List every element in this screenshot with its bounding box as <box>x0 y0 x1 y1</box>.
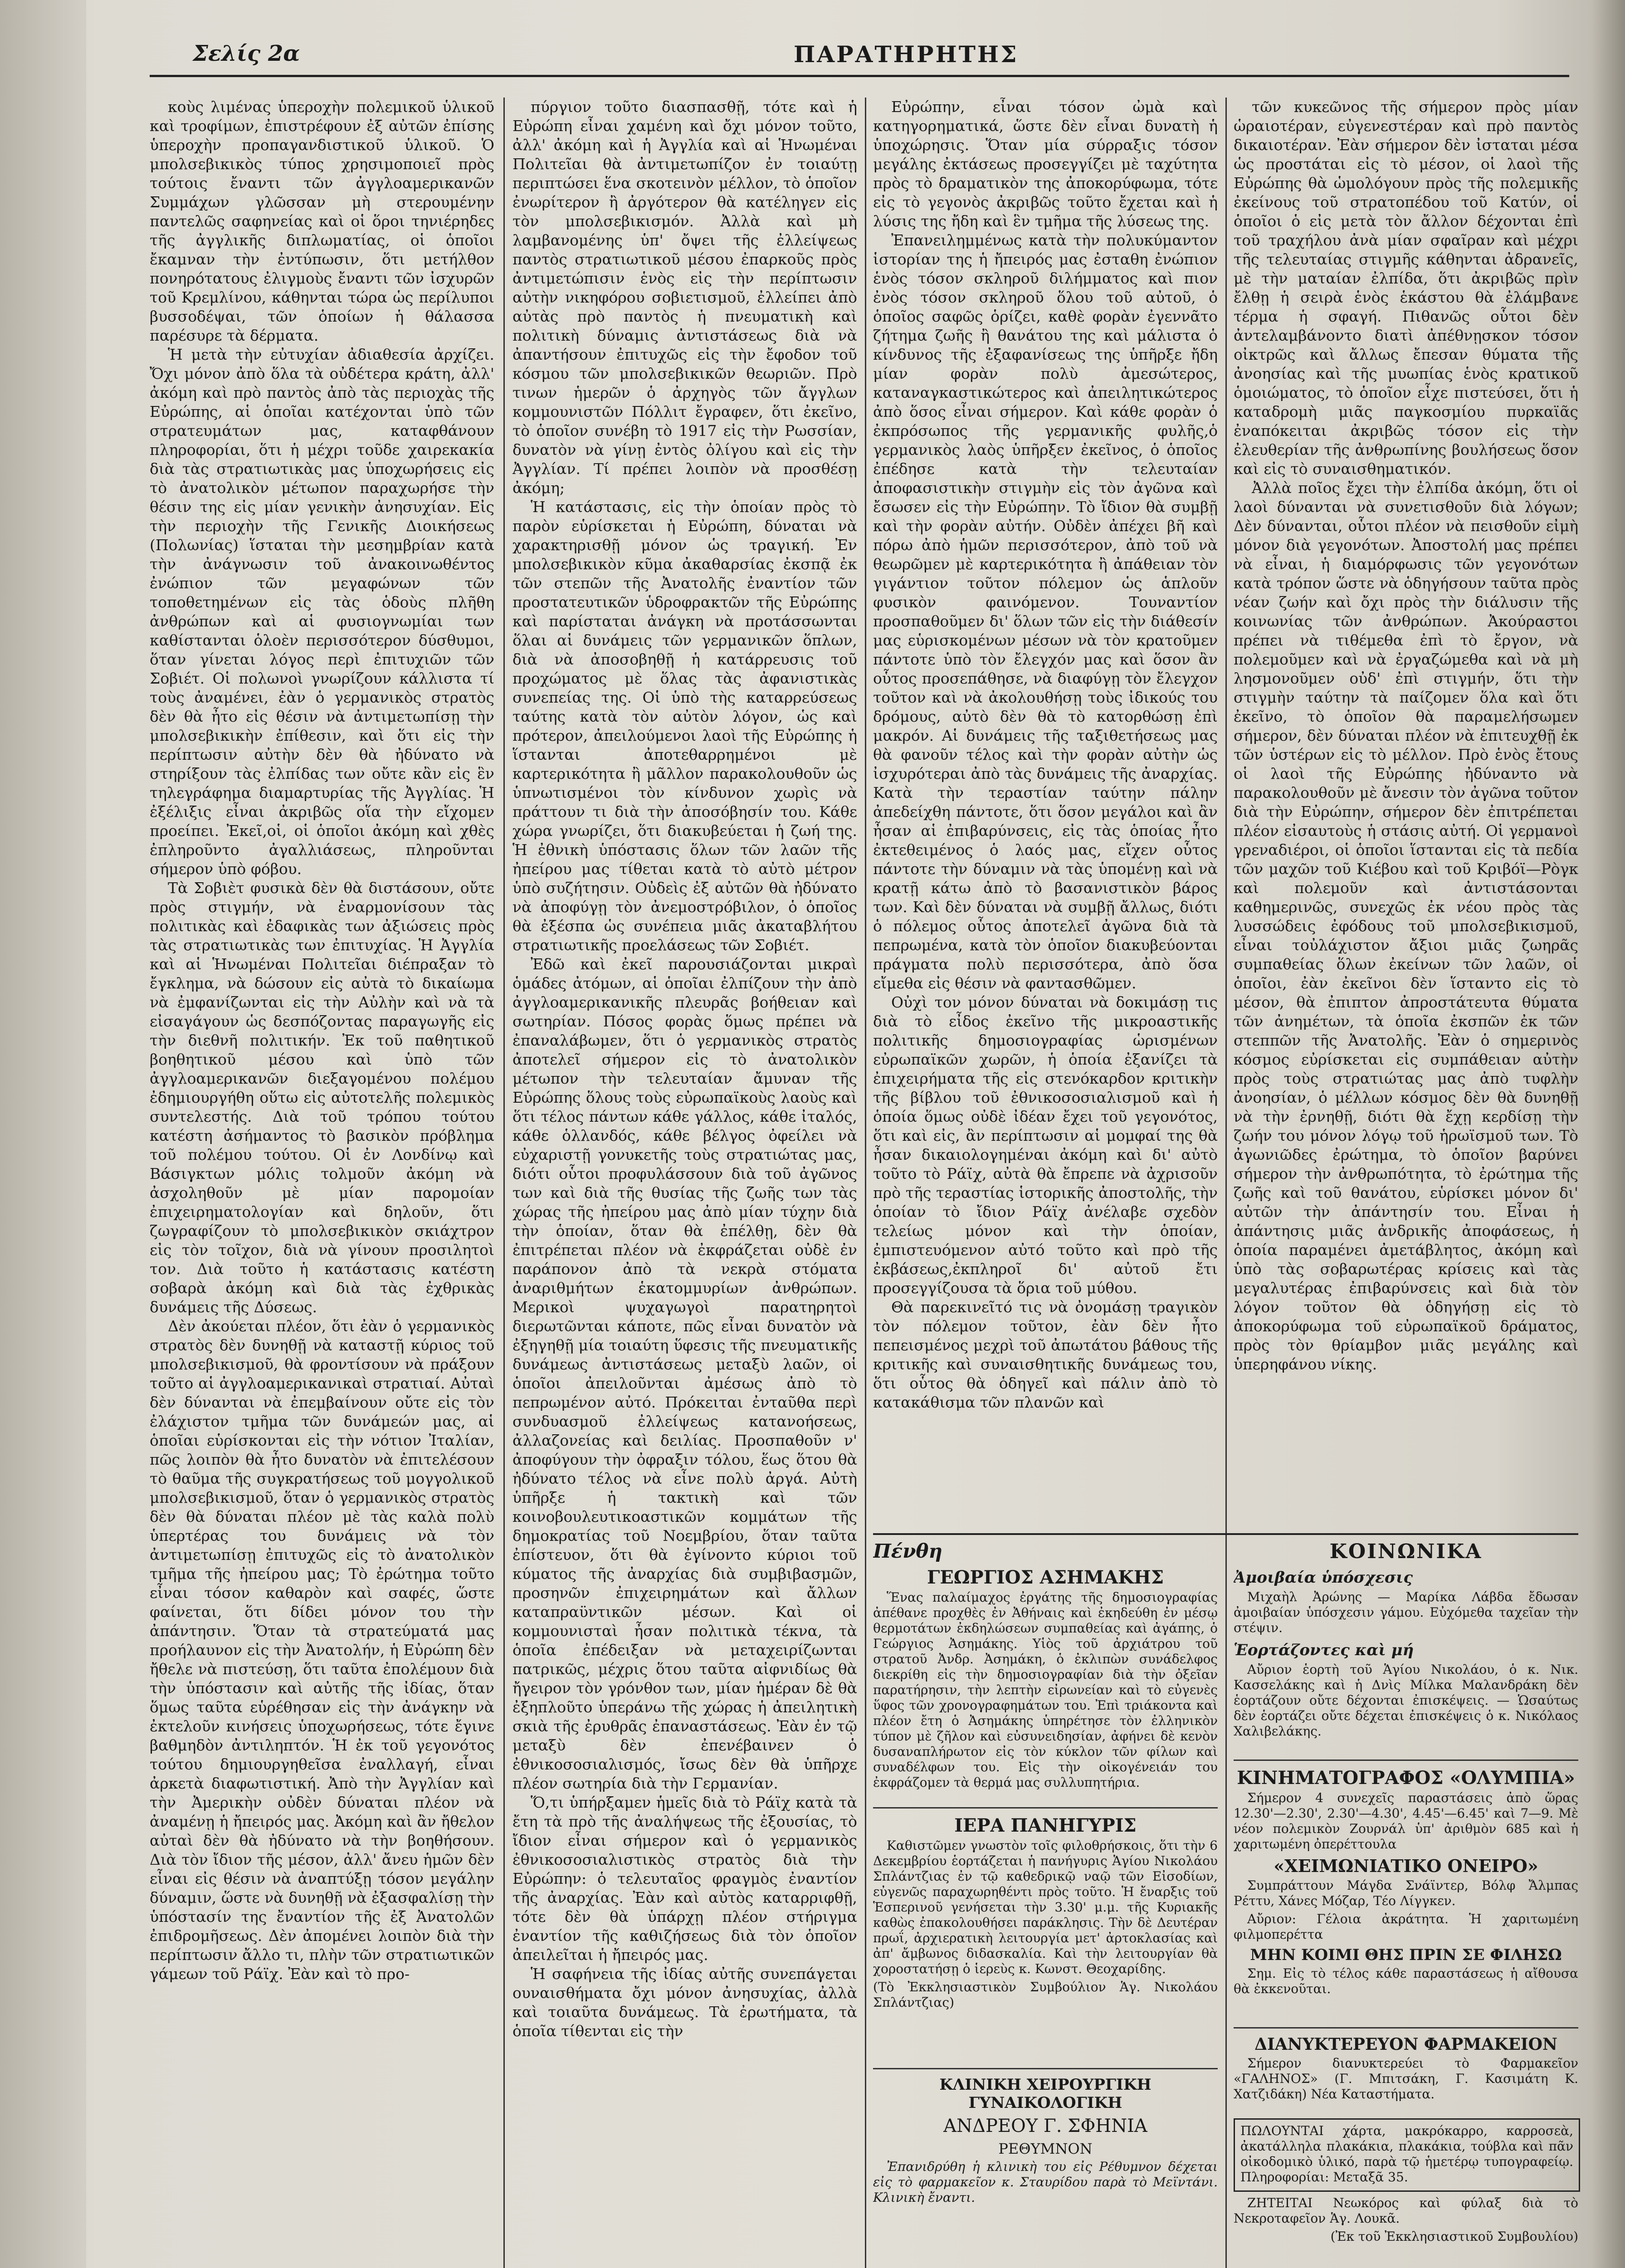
notice-rule <box>873 1807 1218 1809</box>
cinema-note: Σημ. Εἰς τὸ τέλος κάθε παραστάσεως ἡ αἴθουσα θὰ ἐκκενοῦται. <box>1234 1966 1578 1996</box>
clinic-title: ΚΛΙΝΙΚΗ ΧΕΙΡΟΥΡΓΙΚΗ ΓΥΝΑΙΚΟΛΟΓΙΚΗ <box>939 2076 1152 2112</box>
cinema-title: ΚΙΝΗΜΑΤΟΓΡΑΦΟΣ «ΟΛΥΜΠΙΑ» <box>1237 1767 1575 1789</box>
clinic-doctor: ΑΝΔΡΕΟΥ Γ. ΣΦΗΝΙΑ <box>943 2116 1147 2136</box>
section-rule <box>873 1533 1578 1535</box>
church-notice-title: ΙΕΡΑ ΠΑΝΗΓΥΡΙΣ <box>954 1815 1137 1836</box>
page-number: Σελίς 2α <box>193 41 300 66</box>
clinic-advertisement <box>873 2062 1218 2252</box>
classified-wanted <box>1234 2195 1578 2268</box>
classified-wanted-signature: (Ἐκ τοῦ Ἐκκλησιαστικοῦ Συμβουλίου) <box>1330 2229 1578 2244</box>
church-festival-notice <box>873 1801 1218 2055</box>
article-paragraph: Δὲν ἀκούεται πλέον, ὅτι ἐὰν ὁ γερμανικὸς στρατὸς δὲν δυνηθῇ νὰ καταστῇ κύριος τοῦ μπολσεβικισμοῦ, θὰ φροντίσουν νὰ πράξουν τοῦτο αἱ ἀγγλοαμερικανικαὶ στρατιαί. Αὐταὶ δὲν δύνανται νὰ ἐπεμβαίνουν οὔτε εἰς τὸν ἐλάχιστον τμῆμα τῶν δυνάμεών μας, αἱ ὁποῖαι εὑρίσκονται εἰς τὴν νότιον Ἰταλίαν, πῶς λοιπὸν θὰ ἦτο δυνατὸν νὰ ἐπιτελέσουν τὸ θαῦμα τῆς συγκρατήσεως τοῦ μογγολικοῦ μπολσεβικισμοῦ, ὅταν ὁ γερμανικὸς στρατὸς δὲν θὰ δύναται πλέον μὲ τὰς καλὰ πολὺ ὑπερτέρας του δυνάμεις νὰ τὸν ἀντιμετωπίσῃ ἐπιτυχῶς εἰς τὸ ἀνατολικὸν τμῆμα τῆς ἠπείρου μας; Τὸ ἐρώτημα τοῦτο εἶναι τόσον καθαρὸν καὶ σαφές, ὥστε φαίνεται, ὅτι δίδει μόνον του τὴν ἀπάντησιν. Ὅταν τὰ στρατεύματά μας προήλαυνον εἰς τὴν Ἀνατολήν, ἡ Εὐρώπη δὲν ἤθελε νὰ πιστεύσῃ, ὅτι ταῦτα ἐπολέμουν διὰ τὴν ὑπόστασιν καὶ αὐτῆς τῆς ἰδίας, ὅταν ὅμως ταῦτα εὑρέθησαν εἰς τὴν ἀνάγκην νὰ ἐκτελοῦν κινήσεις ὑποχωρήσεως, τότε ἔγινε βαθμηδὸν ἀντιληπτόν. Ἡ ἐκ τοῦ γεγονότος τούτου δημιουργηθεῖσα ἐναλλαγή, εἶναι ἀρκετὰ διαφωτιστική. Ἀπὸ τὴν Ἀγγλίαν καὶ τὴν Ἀμερικὴν οὐδὲν δύναται πλέον νὰ ἀναμένῃ ἡ ἤπειρός μας. Ἀκόμη καὶ ἂν ἤθελον αὐταὶ δὲν θὰ ἠδύνατο νὰ τὴν βοηθήσουν. Διὰ τὸν ἴδιον τῆς μέσον, ἀλλ' ἄνευ ἡμῶν δὲν εἶναι εἰς θέσιν νὰ ἀναπτύξῃ τόσον μεγάλην δύναμιν, ὥστε νὰ δυνηθῇ νὰ ἐξασφαλίσῃ τὴν ὑπόστασίν της ἔναντίον τῆς ἐξ Ἀνατολῶν ἐπιδρομῆσεως. Δὲν ἀπομένει λοιπὸν διὰ τὴν περίπτωσιν ἄλλο τι, πλὴν τῶν στρατιωτικῶν γάμεων τοῦ Ράϊχ. Ἐὰν καὶ τὸ προ- <box>150 1317 494 1983</box>
header-rule <box>150 75 1569 77</box>
column-divider <box>503 98 505 2268</box>
cinema-cast: Συμπράττουν Μάγδα Σνάϊντερ, Βόλφ Ἄλμπας Ρέττυ, Χάνες Μόζαρ, Τέο Λίγγκεν. <box>1234 1878 1578 1908</box>
article-column-3 <box>873 98 1218 1526</box>
pharmacy-text: Σήμερον διανυκτερεύει τὸ Φαρμακεῖον «ΓΑΛΗΝΟΣ» (Γ. Μπιτσάκη, Γ. Κασιμάτη Κ. Χατζιδάκη) Νέα Καταστήματα. <box>1234 2056 1578 2102</box>
cinema-tomorrow-film: ΜΗΝ ΚΟΙΜΙ ΘΗΣ ΠΡΙΝ ΣΕ ΦΙΛΗΣΩ <box>1250 1946 1562 1964</box>
cinema-advertisement <box>1234 1753 1578 2016</box>
obituary-name: ΓΕΩΡΓΙΟΣ ΑΣΗΜΑΚΗΣ <box>927 1567 1164 1588</box>
engagement-heading: Ἀμοιβαία ὑπόσχεσις <box>1234 1569 1413 1587</box>
article-paragraph: Τὰ Σοβιὲτ φυσικὰ δὲν θὰ διστάσουν, οὔτε πρὸς στιγμήν, νὰ ἐναρμονίσουν τὰς πολιτικὰς καὶ ἐδαφικὰς των ἀξιώσεις πρὸς τὰς στρατιωτικὰς των ἐπιτυχίας. Ἡ Ἀγγλία καὶ αἱ Ἡνωμέναι Πολιτεῖαι διέπραξαν τὸ ἔγκλημα, νὰ δώσουν εἰς αὐτὰ τὸ δικαίωμα νὰ ἐμφανίζωνται εἰς τὴν Αὐλὴν καὶ νὰ τὰ εἰσαγάγουν ὡς δεσπόζοντας παραγωγῆς εἰς τὴν διεθνῆ πολιτικήν. Ἐκ τοῦ παθητικοῦ βοηθητικοῦ μέσου καὶ ὑπὸ τῶν ἀγγλοαμερικανῶν διεξαγομένου πολέμου ἐδημιουργήθη οὕτω εἰς αὐτοτελῆς πολεμικὸς συντελεστής. Διὰ τοῦ τρόπου τούτου κατέστη ἀσήμαντος τὸ βασικὸν πρόβλημα τοῦ πολέμου τούτου. Οἱ ἐν Λονδίνῳ καὶ Βάσιγκτων μόλις τολμοῦν ἀκόμη νὰ ἀσχοληθοῦν μὲ μίαν παρομοίαν ἐπιχειρηματολογίαν καὶ δηλοῦν, ὅτι ζωγραφίζουν τὸ μπολσεβικικὸν σκιάχτρον εἰς τὸν τοῖχον, διὰ νὰ γίνουν προσιλητοὶ τον. Διὰ τοῦτο ἡ κατάστασις κατέστη σοβαρὰ ἀκόμη καὶ διὰ τὰς ἐχθρικὰς δυνάμεις τῆς Δύσεως. <box>150 879 494 1316</box>
article-column-1 <box>150 98 494 2268</box>
adjacent-page-edge <box>1591 0 1625 2268</box>
pharmacy-title: ΔΙΑΝΥΚΤΕΡΕΥΟΝ ΦΑΡΜΑΚΕΙΟΝ <box>1254 2035 1557 2054</box>
church-notice-signature: (Τὸ Ἐκκλησιαστικὸν Συμβούλιον Ἁγ. Νικολάου Σπλάντζιας) <box>873 1980 1218 2010</box>
cinema-film-title: «ΧΕΙΜΩΝΙΑΤΙΚΟ ΟΝΕΙΡΟ» <box>1274 1856 1538 1876</box>
social-category-title: ΚΟΙΝΩΝΙΚΑ <box>1329 1540 1483 1563</box>
obituary-section-label: Πένθη <box>873 1540 942 1562</box>
page-header <box>150 41 1569 91</box>
cinema-tomorrow: Αὔριον: Γέλοια ἀκράτητα. Ἡ χαριτωμένη φιλμοπερέττα <box>1234 1911 1578 1942</box>
article-paragraph: Εὐρώπην, εἶναι τόσον ὠμὰ καὶ κατηγορηματικά, ὥστε δὲν εἶναι δυνατὴ ἡ ὑποχώρησις. Ὅταν μία σύρραξις τόσον μεγάλης ἐκτάσεως προσεγγίζει μὲ ταχύτητα πρὸς τὸ δραματικὸν της ἀποκορύφωμα, τότε εἰς τὸ γεγονὸς ἀκριβῶς τοῦτο ἔχεται καὶ ἡ λύσις της ἤδη καὶ ἓν τμῆμα τῆς λύσεως της. <box>873 98 1218 230</box>
nameday-text: Αὔριον ἑορτὴ τοῦ Ἁγίου Νικολάου, ὁ κ. Νικ. Κασσελάκης καὶ ἡ Δνὶς Μίλκα Μαλανδράκη δὲν ἑορτάζουν οὔτε δέχονται ἐπισκέψεις. — Ὡσαύτως δὲν ἑορτάζει οὔτε δέχεται ἐπισκέψεις ὁ κ. Νικόλαος Χαλιβελάκης. <box>1234 1662 1578 1739</box>
article-paragraph: Θὰ παρεκινεῖτό τις νὰ ὀνομάσῃ τραγικὸν τὸν πόλεμον τοῦτον, ἐὰν δὲν ἦτο πεπεισμένος μεχρὶ τοῦ ἀπωτάτου βάθους τῆς κριτικῆς καὶ συναισθητικῆς δυνάμεως του, ὅτι οὗτος θὰ ὁδηγεῖ καὶ πάλιν ἀπὸ τὸ κατακάθισμα τῶν πλανῶν καὶ <box>873 1298 1218 1411</box>
article-paragraph: Οὐχὶ τον μόνον δύναται νὰ δοκιμάσῃ τις διὰ τὸ εἶδος ἐκεῖνο τῆς μικροαστικῆς πολιτικῆς δημοσιογραφίας ὡρισμένων εὐρωπαϊκῶν χωρῶν, ἡ ὁποία ἐξανίζει τὰ ἐπιχειρήματα τῆς εἰς στενόκαρδον κριτικὴν τῆς βίβλου τοῦ ἐθνικοσοσιαλισμοῦ καὶ ἡ ὁποία ὅμως οὐδὲ ἰδέαν ἔχει τοῦ γεγονότος, ὅτι καὶ εἰς, ἂν περίπτωσιν αἱ μομφαί της θὰ ἦσαν δικαιολογημέναι ἀκόμη καὶ δι' αὐτὸ τοῦτο τὸ Ράϊχ, αὐτὰ θὰ ἔπρεπε νὰ ἀχρισοῦν πρὸ τῆς τεραστίας ἱστορικῆς ἀποστολῆς, τὴν ὁποίαν τὸ ἴδιον Ράϊχ ἀνέλαβε σχεδὸν τελείως μόνον καὶ τὴν ὁποίαν, ἐμπιστευόμενον αὐτό τοῦτο καὶ πρὸ τῆς ἐκβάσεως,ἐκπληροῖ δι' αὐτοῦ ἔτι προσεγγίζουσα τὰ ὅρια τοῦ μύθου. <box>873 993 1218 1297</box>
article-paragraph: Ἐδῶ καὶ ἐκεῖ παρουσιάζονται μικραὶ ὁμάδες ἀτόμων, αἱ ὁποῖαι ἐλπίζουν τὴν ἀπὸ ἀγγλοαμερικανικῆς πλευρᾶς βοήθειαν καὶ σωτηρίαν. Πόσος φορὰς ὅμως πρέπει νὰ ἐπαναλάβωμεν, ὅτι ὁ γερμανικὸς στρατὸς ἀποτελεῖ σήμερον εἰς τὸ ἀνατολικὸν μέτωπον τὴν τελευταίαν ἄμυναν τῆς Εὐρώπης ὅλους τοὺς εὐρωπαϊκοὺς λαοὺς καὶ ὅτι τέλος πάντων κάθε γάλλος, κάθε ἰταλός, κάθε ὁλλανδός, κάθε βέλγος ὀφείλει νὰ εὐχαριστῇ γονυκετῆς τοὺς στρατιώτας μας, διότι οὗτοι προφυλάσσουν διὰ τοῦ ἀγῶνος των καὶ διὰ τῆς θυσίας τῆς ζωῆς των τὰς χώρας τῆς ἠπείρου μας ἀπὸ μίαν τύχην διὰ τὴν ὁποίαν, ὅταν θὰ ἐπέλθῃ, δὲν θὰ ἐπιτρέπεται πλέον νὰ ἐκφράζεται οὐδὲ ἐν παράπονον ἀπὸ τὰ νεκρὰ στόματα ἀναριθμήτων ἑκατομμυρίων ἀνθρώπων. Μερικοὶ ψυχαγωγοὶ παρατηρητοὶ διερωτῶνται κάποτε, πῶς εἶναι δυνατὸν νὰ ἐξηγηθῇ μία τοιαύτη ὕφεσις τῆς πνευματικῆς δυνάμεως ἀντιστάσεως μεταξὺ λαῶν, οἱ ὁποῖοι ἀπειλοῦνται ἀμέσως ἀπὸ τὸ πεπρωμένον αὐτό. Πρόκειται ἐνταῦθα περὶ συνδυασμοῦ ἐλλείψεως κατανοήσεως, ἀλλαζονείας καὶ δειλίας. Προσπαθοῦν ν' ἀποφύγουν τὴν ὀφραξιν τόλου, ἕως ὅτου θὰ ἠδύνατο τέλος νὰ εἶνε πολὺ ἀργά. Αὐτὴ ὑπῆρξε ἡ τακτικὴ καὶ τῶν κοινοβουλευτικοαστικῶν κομμάτων τῆς δημοκρατίας τοῦ Νοεμβρίου, ὅταν ταῦτα ἐπίστευον, ὅτι θὰ ἐγίνοντο κύριοι τοῦ κύματος τῆς ἀναρχίας διὰ συμβιβασμῶν, προσηνῶν ἐπιχειρημάτων καὶ ἄλλων καταπραϋντικῶν μέσων. Καὶ οἱ κομμουνισταὶ ἦσαν πολιτικὰ τέκνα, τὰ ὁποῖα ἐπέδειξαν νὰ μεταχειρίζωνται πατρικῶς, μέχρις ὅτου ταῦτα αἰφνιδίως θὰ ἤγειρον τὸν γρόνθον των, μίαν ἡμέραν δὲ θὰ ἐξηπλοῦτο ὑπεράνω τῆς χώρας ἡ ἀπειλητικὴ σκιὰ τῆς ἐρυθρᾶς ἐπαναστάσεως. Ἐὰν ἐν τῷ μεταξὺ δὲν ἐπενέβαινεν ὁ ἐθνικοσοσιαλισμός, ἴσως δὲν θὰ ὑπῆρχε πλέον σωτηρία διὰ τὴν Γερμανίαν. <box>512 955 857 1792</box>
masthead-title: ΠΑΡΑΤΗΡΗΤΗΣ <box>794 41 1019 68</box>
article-column-2 <box>512 98 857 2268</box>
article-paragraph: Ἀλλὰ ποῖος ἔχει τὴν ἐλπίδα ἀκόμη, ὅτι οἱ λαοὶ δύνανται νὰ συνετισθοῦν διὰ λόγων; Δὲν δύνανται, οὗτοι πλέον νὰ πεισθοῦν εἰμὴ μόνον διὰ γεγονότων. Ἀποστολή μας πρέπει νὰ εἶναι, ἡ διαμόρφωσις τῶν γεγονότων κατὰ τρόπον ὥστε νὰ ὁδηγήσουν ταῦτα πρὸς νέαν ζωήν καὶ ὄχι πρὸς τὴν διάλυσιν τῆς κοινωνίας τῶν ἀνθρώπων. Ἀκούραστοι πρέπει νὰ τιθέμεθα ἐπὶ τὸ ἔργον, νὰ πολεμοῦμεν καὶ νὰ ἐργαζώμεθα καὶ νὰ μὴ λησμονοῦμεν οὐδ' ἐπὶ στιγμήν, ὅτι τὴν στιγμὴν ταύτην τὰ παίζομεν ὅλα καὶ ὅτι ἐκεῖνο, τὸ ὁποῖον θὰ παραμελήσωμεν σήμερον, δὲν δύναται πλέον νὰ ἐπιτευχθῇ ἐκ τῶν ὑστέρων εἰς τὸ μέλλον. Πρὸ ἑνὸς ἔτους οἱ λαοὶ τῆς Εὐρώπης ἠδύναντο νὰ παρακολουθοῦν μὲ ἄνεσιν τὸν ἀγῶνα τοῦτον διὰ τὴν Εὐρώπην, σήμερον δὲν ἐπιτρέπεται πλέον εἰσαυτοὺς ἡ στάσις αὐτή. Οἱ γερμανοὶ γρεναδιέροι, οἱ ὁποῖοι ἵστανται εἰς τὰ πεδία τῶν μαχῶν τοῦ Κιέβου καὶ τοῦ Κριβόϊ—Ρὸγκ καὶ πολεμοῦν καὶ ἀντιστάσονται καθημερινῶς, συνεχῶς ἐκ νέου πρὸς τὰς λυσσώδεις ἐφόδους τοῦ μπολσεβικισμοῦ, εἶναι τοὐλάχιστον ἄξιοι μιᾶς ζωηρᾶς συμπαθείας ὅλων ἐκείνων τῶν λαῶν, οἱ ὁποῖοι, ἐὰν ἐκεῖνοι δὲν ἵσταντο εἰς τὸ μέσον, θὰ ἐπιπτον ἀπροστάτευτα θύματα τῶν ἀνημέτων, τὰ ὁποῖα ἐκσπῶν ἐκ τῶν στεππῶν τῆς Ἀνατολῆς. Ἐὰν ὁ σημερινὸς κόσμος εὐρίσκεται εἰς συμπάθειαν αὐτὴν πρὸς τοὺς στρατιώτας μας ἀπὸ τυφλὴν ἀνοησίαν, ὁ μέλλων κόσμος δὲν θὰ δυνηθῇ νὰ τὴν ἐρνηθῇ, διότι θὰ ἔχῃ κερδίσῃ τὴν ζωήν του μόνον λόγῳ τοῦ ἡρωϊσμοῦ των. Τὸ ἀγωνιῶδες ἐρώτημα, τὸ ὁποῖον βαρύνει σήμερον τὴν ἀνθρωπότητα, τὸ ἐρώτημα τῆς ζωῆς καὶ τοῦ θανάτου, εὑρίσκει μόνον δι' αὐτῶν τὴν ἀπάντησίν του. Εἶναι ἡ ἀπάντησις μιᾶς ἀνδρικῆς ἀποφάσεως, ἡ ὁποία παραμένει ἀμετάβλητος, ἀκόμη καὶ ὑπὸ τὰς σοβαρωτέρας κρίσεις καὶ τὰς μεγαλυτέρας ἐπιβαρύνσεις καὶ διὰ τὸν λόγον τοῦτον θὰ ὁδηγήσῃ εἰς τὸ ἀποκορύφωμα τοῦ εὐρωπαϊκοῦ δράματος, πρὸς τὸν θρίαμβον μιᾶς μεγάλης καὶ ὑπερηφάνου νίκης. <box>1234 479 1578 1373</box>
article-paragraph: Ἐπανειλημμένως κατὰ τὴν πολυκύμαντον ἱστορίαν της ἡ ἤπειρός μας ἐσταθη ἐνώπιον ἑνὸς τόσον σκληροῦ διλήμματος καὶ πιον ἐνὸς τόσον σκληροῦ ὅλου τοῦ αὐτοῦ, ὁ ὁποῖος σαφῶς ὁρίζει, καθὲ φορὰν ἐγεννᾶτο ζήτημα ζωῆς ἢ θανάτου της καὶ μάλιστα ὁ κίνδυνος τῆς ἐξαφανίσεως της ὑπῆρξε ἤδη μίαν φορὰν πολὺ ἀμεσώτερος, καταναγκαστικώτερος καὶ ἀπειλητικώτερος ἀπὸ ὅσος εἶναι σήμερον. Καὶ κάθε φορὰν ὁ ἐκπρόσωπος τῆς γερμανικῆς φυλῆς,ὁ γερμανικὸς λαὸς ὑπῆρξεν ἐκεῖνος, ὁ ὁποῖος ἐπέδησε κατὰ τὴν τελευταίαν ἀποφασιστικὴν στιγμὴν εἰς τὸν ἀγῶνα καὶ ἔσωσεν εἰς τὴν Εὐρώπην. Τὸ ἴδιον θὰ συμβῇ καὶ τὴν φορὰν αὐτήν. Οὐδὲν ἀπέχει βῆ καὶ πόρω ἀπὸ ἡμῶν περισσότερον, ἀπὸ τοῦ νὰ θεωρῶμεν μὲ καρτερικότητα ἢ ἀπάθειαν τὸν γιγάντιον τοῦτον πόλεμον ὡς ἁπλοῦν φυσικὸν φαινόμενον. Τουναντίον προσπαθοῦμεν δι' ὅλων τῶν εἰς τὴν διάθεσίν μας εὑρισκομένων μέσων νὰ τὸν κρατοῦμεν πάντοτε ὑπὸ τὸν ἔλεγχόν μας καὶ ὅσον ἂν οὗτος προσεπάθησε, νὰ διαφύγῃ τὸν ἔλεγχον τοῦτον καὶ νὰ ἀκολουθήσῃ τοὺς ἰδικούς του δρόμους, αὐτὸ δὲν θὰ τὸ κατορθώσῃ ἐπὶ μακρόν. Αἱ δυνάμεις τῆς ταξιθετήσεως μας θὰ φανοῦν τέλος καὶ τὴν φορὰν αὐτὴν ὡς ἰσχυρότεραι ἀπὸ τὰς δυνάμεις τῆς ἀναρχίας. Κατὰ τὴν τεραστίαν ταύτην πάλην ἀπεδείχθη πάντοτε, ὅτι ὅσον μεγάλοι καὶ ἂν ἦσαν αἱ ἐπιβαρύνσεις, εἰς τὰς ὁποίας ἦτο ἐκτεθειμένος ὁ λαός μας, εἴχεν οὗτος πάντοτε τὴν δύναμιν νὰ τὰς ὑπομένῃ καὶ νὰ κρατῇ κάτω ἀπὸ τὸ βασανιστικὸν βάρος των. Καὶ δὲν δύναται νὰ συμβῇ ἄλλως, διότι ὁ πόλεμος οὗτος ἀποτελεῖ ἀγῶνα διὰ τὰ πεπρωμένα, κατὰ τὸν ὁποῖον διακυβεύονται πράγματα πολὺ περισσότερα, ἀπὸ ὅσα εἴμεθα εἰς θέσιν νὰ φαντασθῶμεν. <box>873 231 1218 992</box>
column-divider <box>865 98 866 2268</box>
article-paragraph: πύργιον τοῦτο διασπασθῇ, τότε καὶ ἡ Εὐρώπη εἶναι χαμένη καὶ ὄχι μόνον τοῦτο, ἀλλ' ἀκόμη καὶ ἡ Ἀγγλία καὶ αἱ Ἡνωμέναι Πολιτεῖαι θὰ ἀντιμετωπίζον ἐν τοιαύτῃ περιπτώσει ἕνα σκοτεινὸν μέλλον, τὸ ὁποῖον ἐνωρίτερον ἢ ἀργότερον θὰ κατέληγεν εἰς τὸν μπολσεβικισμόν. Ἀλλὰ καὶ μὴ λαμβανομένης ὑπ' ὄψει τῆς ἐλλείψεως παντὸς στρατιωτικοῦ μέσου ἐπαρκοῦς πρὸς ἀντιμετώπισιν ἑνὸς εἰς τὴν περίπτωσιν αὐτὴν νικηφόρου σοβιετισμοῦ, ἐλλείπει ἀπὸ αὐτὰς πρὸ παντὸς ἡ πνευματικὴ καὶ πολιτικὴ δύναμις ἀντιστάσεως διὰ νὰ ἀπαντήσουν ἐπιτυχῶς εἰς τὴν ἔφοδον τοῦ κόσμου τῶν μπολσεβικικῶν θεωριῶν. Πρὸ τινων ἡμερῶν ὁ ἀρχηγὸς τῶν ἄγγλων κομμουνιστῶν Πόλλιτ ἔγραφεν, ὅτι ἐκεῖνο, τὸ ὁποῖον συνέβη τὸ 1917 εἰς τὴν Ρωσσίαν, δυνατὸν νὰ γίνῃ ἐντὸς ὀλίγου καὶ εἰς τὴν Ἀγγλίαν. Τί πρέπει λοιπὸν νὰ προσθέσῃ ἀκόμη; <box>512 98 857 497</box>
binding-shadow-left <box>0 0 86 2268</box>
notice-rule <box>1234 2027 1578 2028</box>
clinic-text: Ἐπανιδρύθη ἡ κλινικὴ του εἰς Ρέθυμνον δέχεται εἰς τὸ φαρμακεῖον κ. Σταυρίδου παρὰ τὸ Μεϊντάνι. Κλινικὴ ἔναντι. <box>873 2159 1218 2205</box>
notice-rule <box>1234 1760 1578 1761</box>
article-paragraph: Ἡ μετὰ τὴν εὐτυχίαν ἀδιαθεσία ἀρχίζει. Ὄχι μόνον ἀπὸ ὅλα τὰ οὐδέτερα κράτη, ἀλλ' ἀκόμη καὶ πρὸ παντὸς ἀπὸ τὰς περιοχὰς τῆς Εὐρώπης, αἱ ὁποῖαι κατέχονται ὑπὸ τῶν στρατευμάτων μας, καταφθάνουν πληροφορίαι, ὅτι ἡ μέχρι τοῦδε χαιρεκακία διὰ τὰς στρατιωτικὰς μας ὑποχωρήσεις εἰς τὸ ἀνατολικὸν μέτωπον παραχωρήσε τὴν θέσιν της εἰς μίαν γενικὴν ἀνησυχίαν. Εἰς τὴν περιοχὴν τῆς Γενικῆς Διοικήσεως (Πολωνίας) ἵσταται τὴν μεσημβρίαν κατὰ τὴν ἀνάγνωσιν τοῦ ἀνακοινωθέντος ἐνώπιον τῶν μεγαφώνων τῶν τοποθετημένων εἰς τὰς ὁδοὺς πλῆθη ἀνθρώπων καὶ αἱ φυσιογνωμίαι των καθίστανται ὁλοὲν περισσότερον δύσθυμοι, ὅταν γίνεται λόγος περὶ ἐπιτυχιῶν τῶν Σοβιέτ. Οἱ πολωνοὶ γνωρίζουν κάλλιστα τί τοὺς ἀναμένει, ἐὰν ὁ γερμανικὸς στρατὸς δὲν θὰ ἦτο εἰς θέσιν νὰ ἀντιμετωπίσῃ τὴν μπολσεβικικὴν ἐπίθεσιν, καὶ ὅτι εἰς τὴν περίπτωσιν αὐτὴν δὲν θὰ ἠδύνατο νὰ στηρίξουν τὰς ἐλπίδας των οὔτε κἂν εἰς ἓν τηλεγράφημα διαμαρτυρίας τῆς Ἀγγλίας. Ἡ ἐξέλιξις εἶναι ἀκριβῶς οἵα τὴν εἴχομεν προείπει. Ἐκεῖ,οἱ, οἱ ὁποῖοι ἀκόμη καὶ χθὲς ἐπληροῦντο ἀγαλλιάσεως, πληροῦνται σήμερον ὑπὸ φόβου. <box>150 346 494 878</box>
notice-rule <box>873 2068 1218 2069</box>
classified-sale-box <box>1234 2118 1580 2192</box>
column-divider <box>1225 98 1227 2268</box>
obituary-notice <box>873 1540 1218 1794</box>
social-section <box>1234 1540 1578 1749</box>
article-paragraph: Ὅ,τι ὑπήρξαμεν ἡμεῖς διὰ τὸ Ράϊχ κατὰ τὰ ἔτη τὰ πρὸ τῆς ἀναλήψεως τῆς ἐξουσίας, τὸ ἴδιον εἶναι σήμερον καὶ ὁ γερμανικὸς ἐθνικοσοσιαλιστικὸς στρατὸς διὰ τὴν Εὐρώπην: ὁ τελευταῖος φραγμὸς ἐναντίον τῆς ἀναρχίας. Ἐὰν καὶ αὐτὸς καταρριφθῇ, τότε δὲν θὰ ὑπάρχῃ πλέον στήριγμα ἐναντίον τῆς καθιζήσεως διὰ τὸν ὁποῖον ἀπειλεῖται ἡ ἤπειρός μας. <box>512 1794 857 1964</box>
nameday-heading: Ἑορτάζοντες καὶ μή <box>1234 1641 1414 1659</box>
article-paragraph: κοὺς λιμένας ὑπεροχὴν πολεμικοῦ ὑλικοῦ καὶ τροφίμων, ἐπιστρέφουν ἐξ αὐτῶν ἐπίσης ὑπεροχὴν προπαγανδιστικοῦ ὑλικοῦ. Ὁ μπολσεβικικὸς τύπος χρησιμοποιεῖ πρὸς τούτοις ἔναντι τῶν ἀγγλοαμερικανῶν Συμμάχων γλῶσσαν μὴ στερουμένην παντελῶς σαφηνείας καὶ οἱ ὅροι τηνιέρηδες τῆς ἀγγλικῆς διπλωματίας, οἱ ὁποῖοι ἔκαμναν τὴν ἐντύπωσιν, ὅτι μετήλθον πονηρότατους ἐλιγμοὺς ἔναντι τῶν ἰσχυρῶν τοῦ Κρεμλίνου, κάθηνται τώρα ὡς περίλυποι βυσσοδέψαι, τῶν ὁποίων ἡ θάλασσα παρέσυρε τὰ δέρματα. <box>150 98 494 344</box>
article-paragraph: τῶν κυκεῶνος τῆς σήμερον πρὸς μίαν ὡραιοτέραν, εὐγενεστέραν καὶ πρὸ παντὸς δικαιοτέραν. Ἐὰν σήμερον δὲν ἰσταται μέσα ὡς προστάται εἰς τὸ μέσον, οἱ λαοὶ τῆς Εὐρώπης θὰ ὡμολόγουν πρὸς τῆς πολεμικῆς ἐκείνους τοῦ στρατοπέδου τοῦ Κατύν, οἱ ὁποῖοι ὁ εἰς μετὰ τὸν ἄλλον δέχονται ἐπὶ τοῦ τραχήλου ἀνὰ μίαν σφαῖραν καὶ μέχρι τῆς τελευταίας στιγμῆς κάθηνται ἀδρανεῖς, μὲ τὴν ματαίαν ἐλπίδα, ὅτι ἀκριβῶς πρὶν ἔλθῃ ἡ σειρὰ ἑνὸς ἑκάστου θὰ ἐλάμβανε τέρμα ἡ σφαγή. Πιθανῶς οὗτοι δὲν ἀντελαμβάνοντο διατὶ ἀπέθνῃσκον τόσον οἰκτρῶς καὶ ἄλλως ἔπεσαν θύματα τῆς ἀνοησίας καὶ τῆς μυωπίας ἑνὸς κρατικοῦ ὁμοιώματος, τὸ ὁποῖον εἶχε πιστεύσει, ὅτι ἡ καταδρομὴ μιᾶς παγκοσμίου πυρκαϊᾶς ἐναπόκειται ἀκριβῶς τόσον εἰς τὴν ἐλευθερίαν τῆς ἀνθρωπίνης βουλήσεως ὅσον καὶ εἰς τὸ συναισθηματικόν. <box>1234 98 1578 478</box>
obituary-text: Ἕνας παλαίμαχος ἐργάτης τῆς δημοσιογραφίας ἀπέθανε προχθὲς ἐν Ἀθήναις καὶ ἐκηδεύθη ἐν μέσῳ θερμοτάτων ἐκδηλώσεων συμπαθείας καὶ ἀγάπης, ὁ Γεώργιος Ἀσημάκης. Υἱὸς τοῦ ἀρχιάτρου τοῦ στρατοῦ Ἀνδρ. Ἀσημάκη, ὁ ἐκλιπὼν συνάδελφος διεκρίθη εἰς τὴν δημοσιογραφίαν διὰ τὴν ὀξεῖαν παρατήρησιν, τὴν λεπτὴν εἰρωνείαν καὶ τὸ εὐγενὲς ὕφος τῶν χρονογραφημάτων του. Ἐπὶ τριάκοντα καὶ πλέον ἔτη ὁ Ἀσημάκης ὑπηρέτησε τὸν ἐλληνικὸν τύπον μὲ ζῆλον καὶ εὐσυνειδησίαν, ἀφήνει δὲ κενὸν δυσαναπλήρωτον εἰς τὸν κύκλον τῶν φίλων καὶ συναδέλφων του. Εἰς τὴν οἰκογένειάν του ἐκφράζομεν τὰ θερμά μας συλλυπητήρια. <box>873 1590 1218 1790</box>
engagement-text: Μιχαὴλ Ἀρώνης — Μαρίκα Λάβδα ἔδωσαν ἀμοιβαίαν ὑπόσχεσιν γάμου. Εὐχόμεθα ταχεῖαν τὴν στέψιν. <box>1234 1589 1578 1635</box>
church-notice-text: Καθιστῶμεν γνωστὸν τοῖς φιλοθρήσκοις, ὅτι τὴν 6 Δεκεμβρίου ἑορτάζεται ἡ πανήγυρις Ἁγίου Νικολάου Σπλάντζιας ἐν τῷ καθεδρικῷ ναῷ τῶν Εἰσοδίων, εὐγενῶς παραχωρηθέντι πρὸς τοῦτο. Ἡ ἔναρξις τοῦ Ἑσπερινοῦ γενήσεται τὴν 3.30' μ.μ. τῆς Κυριακῆς καθὼς ἐπακολουθήσει παράκλησις. Τὴν δὲ Δευτέραν πρωΐ, ἀρχιερατικὴ λειτουργία μετ' ἀρτοκλασίας καὶ ἀπ' ἄμβωνος διδασκαλία. Καὶ τὴν λειτουργίαν θὰ χοροστατήσῃ ὁ ἱερεὺς κ. Κωνστ. Θεοχαρίδης. <box>873 1838 1218 1976</box>
pharmacy-notice <box>1234 2021 1578 2112</box>
classified-wanted-text: ΖΗΤΕΙΤΑΙ Νεωκόρος καὶ φύλαξ διὰ τὸ Νεκροταφεῖον Ἁγ. Λουκᾶ. <box>1234 2195 1578 2226</box>
classified-sale-text: ΠΩΛΟΥΝΤΑΙ χάρτα, μακρόκαρρο, καρροσεὰ, ἀκατάλληλα πλακάκια, πλακάκια, τούβλα καὶ πᾶν οἰκοδομικὸ ὑλικό, παρὰ τῷ ἡμετέρῳ τυπογραφείῳ. Πληροφορίαι: Μεταξᾶ 35. <box>1240 2123 1573 2185</box>
article-paragraph: Ἡ κατάστασις, εἰς τὴν ὁποίαν πρὸς τὸ παρὸν εὑρίσκεται ἡ Εὐρώπη, δύναται νὰ χαρακτηρισθῇ μόνον ὡς τραγική. Ἐν μπολσεβικικὸν κῦμα ἀκαθαρσίας ἐκσπᾷ ἐκ τῶν στεπῶν τῆς Ἀνατολῆς ἐναντίον τῶν προστατευτικῶν ὑδροφρακτῶν τῆς Εὐρώπης καὶ παρίσταται ἀνάγκη νὰ προτάσσωνται ὅλαι αἱ δυνάμεις τῶν γερμανικῶν ὅπλων, διὰ νὰ ἀποσοβηθῇ ἡ κατάρρευσις τοῦ προχώματος μὲ ὅλας τὰς ἀφανιστικὰς συνεπείας της. Οἱ ὑπὸ τὴς καταρρεύσεως ταύτης κατὰ τὸν αὐτὸν λόγον, ὡς καὶ πρότερον, ἀπειλούμενοι λαοὶ τῆς Εὐρώπης ἡ ἵστανται ἀποτεθαρρημένοι μὲ καρτερικότητα ἢ μᾶλλον παρακολουθοῦν ὡς ὑπνωτισμένοι τὸν κίνδυνον χωρὶς νὰ πράττουν τι διὰ τὴν ἀποσόβησίν του. Κάθε χώρα γνωρίζει, ὅτι διακυβεύεται ἡ ζωή της. Ἡ ἐθνικὴ ὑπόστασις ὅλων τῶν λαῶν τῆς ἠπείρου μας τίθεται κατὰ τὸ αὐτὸ μέτρον ὑπὸ συζήτησιν. Οὐδεὶς ἐξ αὐτῶν θὰ ἠδύνατο νὰ ἀποφύγῃ τὸν ἀνεμοστρόβιλον, ὁ ὁποῖος θὰ ἐξέσπα ὡς συνέπεια μιᾶς ἀκαταβλήτου στρατιωτικῆς προελάσεως τῶν Σοβιέτ. <box>512 498 857 954</box>
clinic-city: ΡΕΘΥΜΝΟΝ <box>998 2140 1093 2157</box>
article-paragraph: Ἡ σαφήνεια τῆς ἰδίας αὐτῆς συνεπάγεται ουναισθήματα ὄχι μόνον ἀνησυχίας, ἀλλὰ καὶ τοιαῦτα δυνάμεως. Τὰ ἐρωτήματα, τὰ ὁποῖα τίθενται εἰς τὴν <box>512 1965 857 2040</box>
cinema-schedule: Σήμερον 4 συνεχεῖς παραστάσεις ἀπὸ ὥρας 12.30'—2.30', 2.30'—4.30', 4.45'—6.45' καὶ 7—9. Μὲ νέον πολεμικὸν Ζουρνάλ ὑπ' ἀριθμὸν 685 καὶ ἡ χαριτωμένη ὀπερέττουλα <box>1234 1790 1578 1852</box>
article-column-4 <box>1234 98 1578 1481</box>
